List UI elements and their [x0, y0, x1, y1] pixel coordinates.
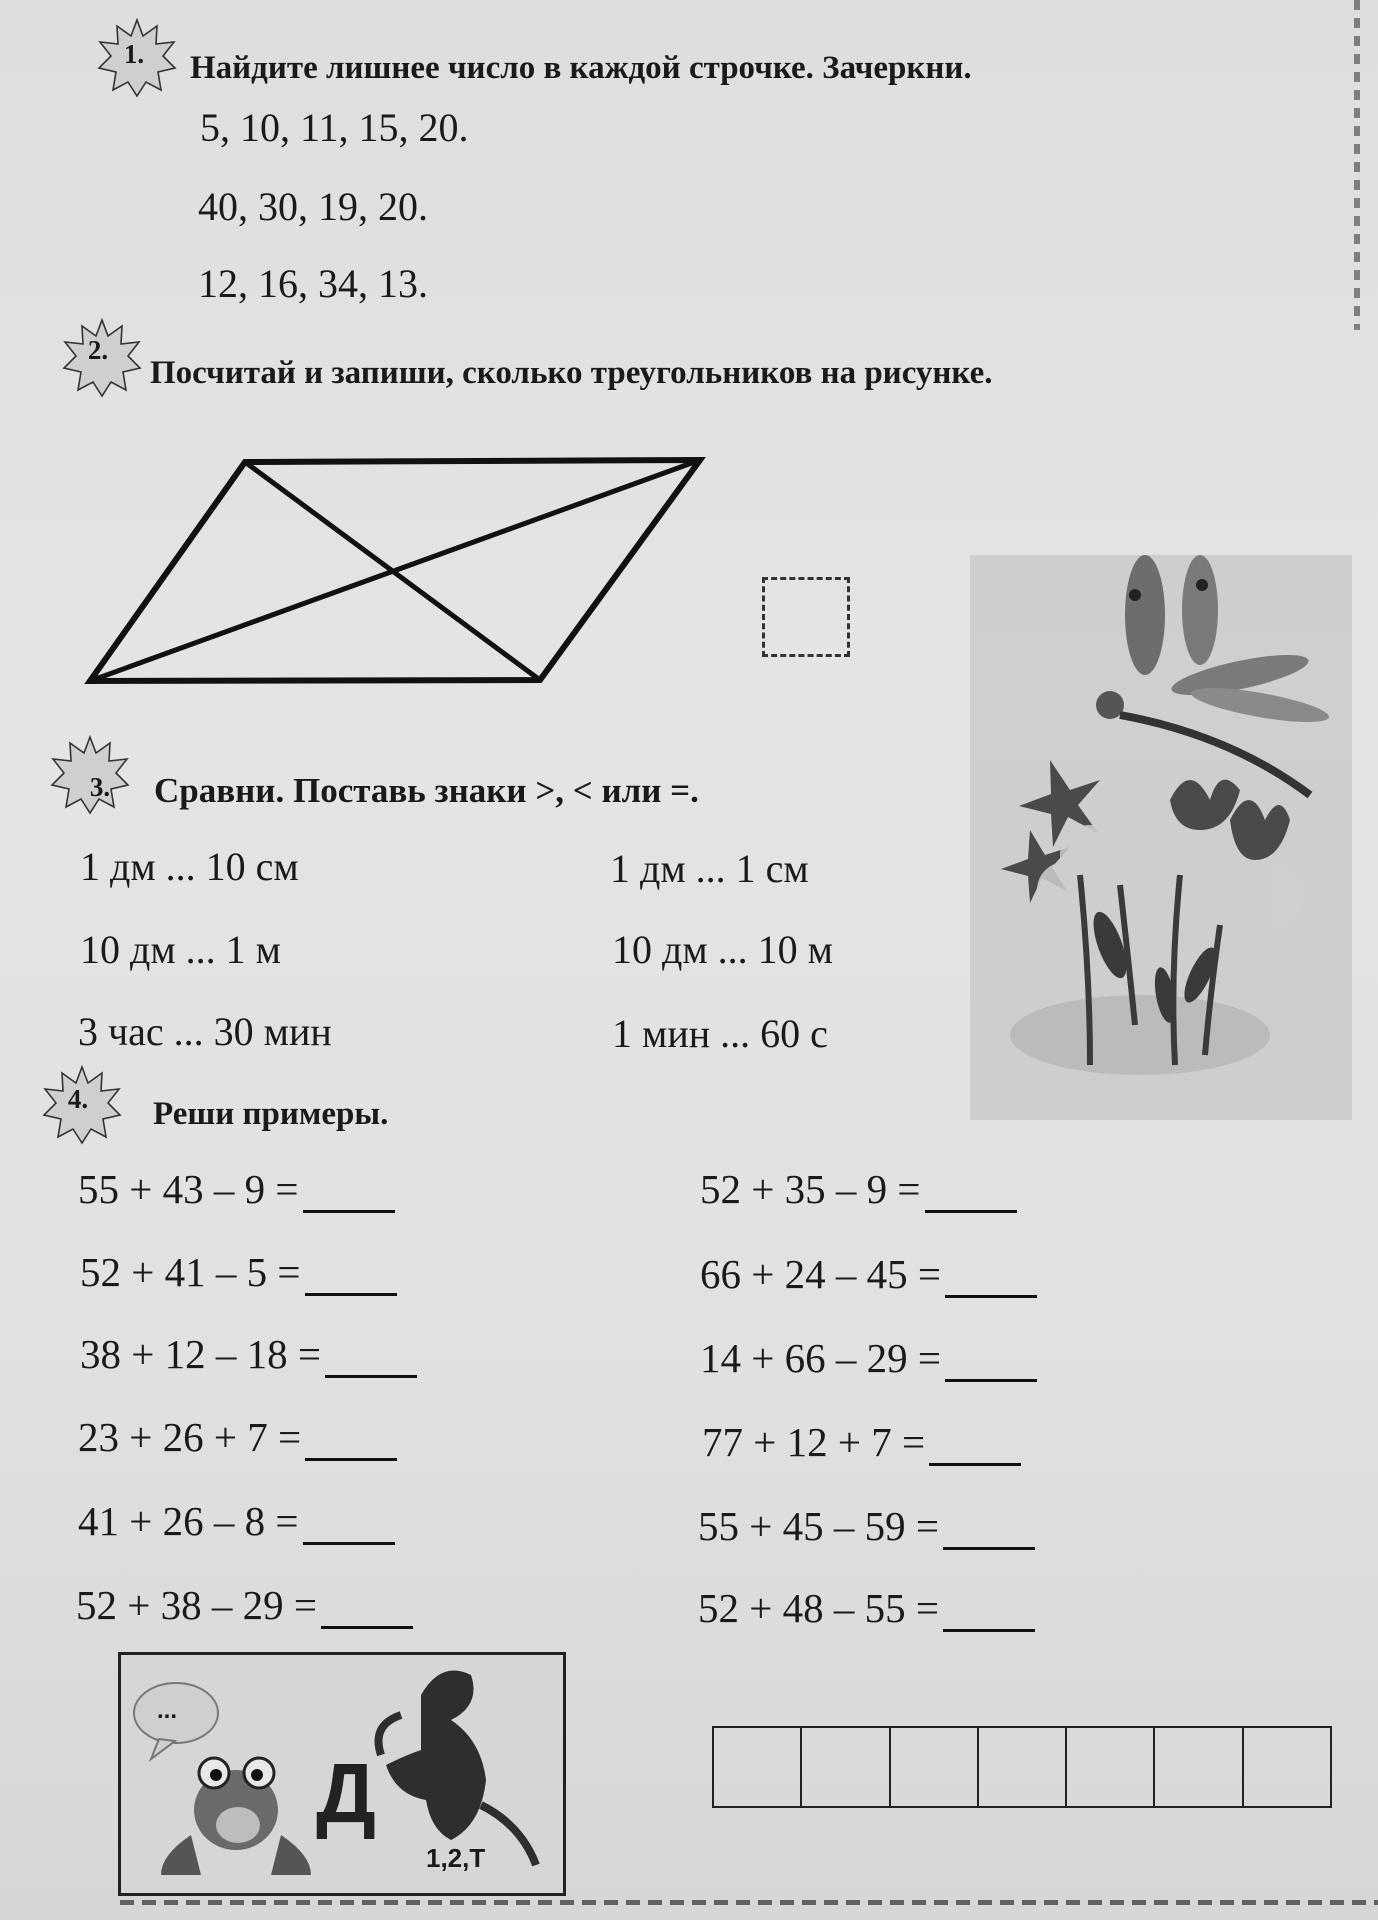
- math-example: [702, 1418, 1021, 1466]
- math-example-text: 55 + 43 – 9 =: [78, 1166, 299, 1212]
- math-example: [78, 1497, 395, 1545]
- math-example-text: 52 + 41 – 5 =: [80, 1249, 301, 1295]
- answer-blank[interactable]: [305, 1424, 397, 1461]
- task-1-row: 12, 16, 34, 13.: [198, 261, 428, 306]
- letter-cell[interactable]: [1067, 1728, 1155, 1806]
- math-example-text: 41 + 26 – 8 =: [78, 1498, 299, 1544]
- math-example-text: 52 + 35 – 9 =: [700, 1166, 921, 1212]
- task-2-number: 2.: [87, 334, 109, 365]
- math-example-text: 23 + 26 + 7 =: [78, 1414, 302, 1460]
- answer-blank[interactable]: [943, 1513, 1035, 1550]
- answer-blank[interactable]: [303, 1176, 395, 1213]
- task-1-title: Найдите лишнее число в каждой строчке. Зачеркни.: [190, 50, 972, 86]
- cut-line-bottom: [120, 1900, 1378, 1905]
- task-1-row: 5, 10, 11, 15, 20.: [200, 105, 469, 150]
- answer-blank[interactable]: [325, 1341, 417, 1378]
- math-example-text: 77 + 12 + 7 =: [702, 1419, 926, 1465]
- speech-bubble-text: ...: [157, 1697, 178, 1724]
- letter-cell[interactable]: [714, 1728, 802, 1806]
- letter-cell[interactable]: [1155, 1728, 1243, 1806]
- math-example-text: 55 + 45 – 59 =: [698, 1503, 939, 1549]
- rebus-hint: 1,2,Т: [426, 1843, 486, 1873]
- rebus-letter: Д: [316, 1746, 376, 1840]
- compare-item: 10 дм ... 1 м: [80, 927, 281, 972]
- letter-cell[interactable]: [979, 1728, 1067, 1806]
- math-example: [698, 1584, 1035, 1632]
- task-3-title: Сравни. Поставь знаки >, < или =.: [154, 771, 699, 810]
- task-1-row: 40, 30, 19, 20.: [198, 184, 428, 229]
- compare-item: 1 мин ... 60 с: [612, 1011, 828, 1056]
- compare-item: 1 дм ... 10 см: [80, 844, 299, 889]
- task-4-number: 4.: [67, 1083, 89, 1114]
- letter-cell[interactable]: [891, 1728, 979, 1806]
- triangle-count-answer-box[interactable]: [762, 577, 850, 657]
- answer-blank[interactable]: [305, 1259, 397, 1296]
- math-example-text: 14 + 66 – 29 =: [700, 1335, 941, 1381]
- answer-blank[interactable]: [929, 1429, 1021, 1466]
- rebus-answer-cells: [712, 1726, 1332, 1808]
- task-number-badge: [97, 18, 177, 98]
- task-number-badge: [62, 318, 142, 398]
- compare-item: 1 дм ... 1 см: [610, 846, 809, 891]
- math-example: [76, 1581, 413, 1629]
- task-1-number: 1.: [123, 38, 145, 69]
- letter-cell[interactable]: [1244, 1728, 1330, 1806]
- task-number-badge: [42, 1065, 122, 1145]
- answer-blank[interactable]: [303, 1508, 395, 1545]
- math-example-text: 38 + 12 – 18 =: [80, 1331, 321, 1377]
- task-2-title: Посчитай и запиши, сколько треугольников на рисунке.: [150, 355, 993, 391]
- task-3-number: 3.: [89, 771, 111, 802]
- math-example: [700, 1334, 1037, 1382]
- answer-blank[interactable]: [321, 1592, 413, 1629]
- compare-item: 10 дм ... 10 м: [612, 927, 833, 972]
- answer-blank[interactable]: [925, 1176, 1017, 1213]
- math-example-text: 52 + 48 – 55 =: [698, 1585, 939, 1631]
- math-example: [78, 1165, 395, 1213]
- rebus-panel: [118, 1652, 566, 1896]
- parallelogram-figure: [80, 450, 720, 690]
- answer-blank[interactable]: [945, 1345, 1037, 1382]
- task-number-badge: [50, 735, 130, 815]
- answer-blank[interactable]: [945, 1261, 1037, 1298]
- letter-cell[interactable]: [802, 1728, 890, 1806]
- answer-blank[interactable]: [943, 1595, 1035, 1632]
- math-example-text: 52 + 38 – 29 =: [76, 1582, 317, 1628]
- math-example: [78, 1413, 397, 1461]
- flowers-dragonfly-illustration: [970, 555, 1352, 1120]
- cut-line-edge: [1354, 0, 1360, 330]
- compare-item: 3 час ... 30 мин: [78, 1009, 332, 1054]
- math-example: [698, 1502, 1035, 1550]
- math-example: [80, 1248, 397, 1296]
- math-example: [80, 1330, 417, 1378]
- math-example-text: 66 + 24 – 45 =: [700, 1251, 941, 1297]
- math-example: [700, 1165, 1017, 1213]
- math-example: [700, 1250, 1037, 1298]
- task-4-title: Реши примеры.: [153, 1096, 389, 1132]
